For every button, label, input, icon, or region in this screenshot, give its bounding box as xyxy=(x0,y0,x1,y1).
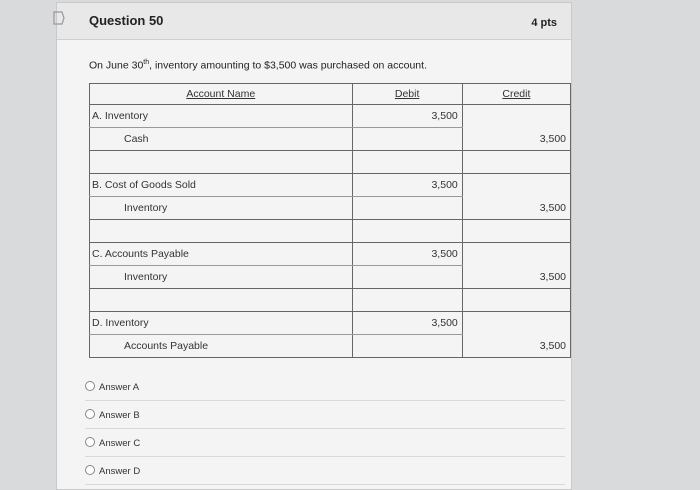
header-debit: Debit xyxy=(352,84,462,105)
table-row xyxy=(90,266,571,289)
table-row xyxy=(90,128,571,151)
answer-label: Answer A xyxy=(99,382,140,393)
credit-amount: 3,500 xyxy=(462,266,570,289)
debit-empty xyxy=(352,266,462,289)
answer-option-d[interactable] xyxy=(85,457,565,485)
debit-empty xyxy=(352,128,462,151)
table-header-row xyxy=(90,84,571,105)
table-row xyxy=(90,197,571,220)
table-spacer xyxy=(90,220,571,243)
credit-empty xyxy=(462,243,570,266)
debit-account: A. Inventory xyxy=(90,105,353,128)
answer-label: Answer D xyxy=(99,466,141,477)
debit-account: B. Cost of Goods Sold xyxy=(90,174,353,197)
radio-button[interactable] xyxy=(85,409,95,419)
question-header xyxy=(57,3,571,40)
radio-button[interactable] xyxy=(85,465,95,475)
header-account-name: Account Name xyxy=(90,84,353,105)
question-card xyxy=(56,2,572,490)
table-row xyxy=(90,312,571,335)
radio-button[interactable] xyxy=(85,381,95,391)
credit-account: Accounts Payable xyxy=(90,335,353,358)
table-spacer xyxy=(90,151,571,174)
answer-option-c[interactable] xyxy=(85,429,565,457)
table-row xyxy=(90,105,571,128)
credit-amount: 3,500 xyxy=(462,335,570,358)
question-points: 4 pts xyxy=(531,17,557,29)
radio-button[interactable] xyxy=(85,437,95,447)
table-row xyxy=(90,335,571,358)
credit-empty xyxy=(462,312,570,335)
debit-account: D. Inventory xyxy=(90,312,353,335)
answer-label: Answer C xyxy=(99,438,141,449)
credit-amount: 3,500 xyxy=(462,128,570,151)
debit-empty xyxy=(352,335,462,358)
debit-account: C. Accounts Payable xyxy=(90,243,353,266)
answer-label: Answer B xyxy=(99,410,140,421)
question-prompt xyxy=(89,59,427,72)
credit-empty xyxy=(462,174,570,197)
debit-empty xyxy=(352,197,462,220)
header-credit: Credit xyxy=(462,84,570,105)
debit-amount: 3,500 xyxy=(352,243,462,266)
table-row xyxy=(90,243,571,266)
table-row xyxy=(90,174,571,197)
prompt-sup: th xyxy=(143,59,150,66)
credit-account: Inventory xyxy=(90,197,353,220)
debit-amount: 3,500 xyxy=(352,312,462,335)
answer-option-b[interactable] xyxy=(85,401,565,429)
debit-amount: 3,500 xyxy=(352,105,462,128)
question-title: Question 50 xyxy=(89,13,164,28)
debit-amount: 3,500 xyxy=(352,174,462,197)
credit-account: Inventory xyxy=(90,266,353,289)
answer-list xyxy=(85,373,565,485)
flag-icon[interactable] xyxy=(53,11,65,25)
journal-table xyxy=(89,83,571,358)
credit-empty xyxy=(462,105,570,128)
prompt-prefix: On June 30 xyxy=(89,59,144,72)
answer-option-a[interactable] xyxy=(85,373,565,401)
prompt-suffix: , inventory amounting to $3,500 was purchased on account. xyxy=(149,59,427,72)
credit-account: Cash xyxy=(90,128,353,151)
table-spacer xyxy=(90,289,571,312)
credit-amount: 3,500 xyxy=(462,197,570,220)
